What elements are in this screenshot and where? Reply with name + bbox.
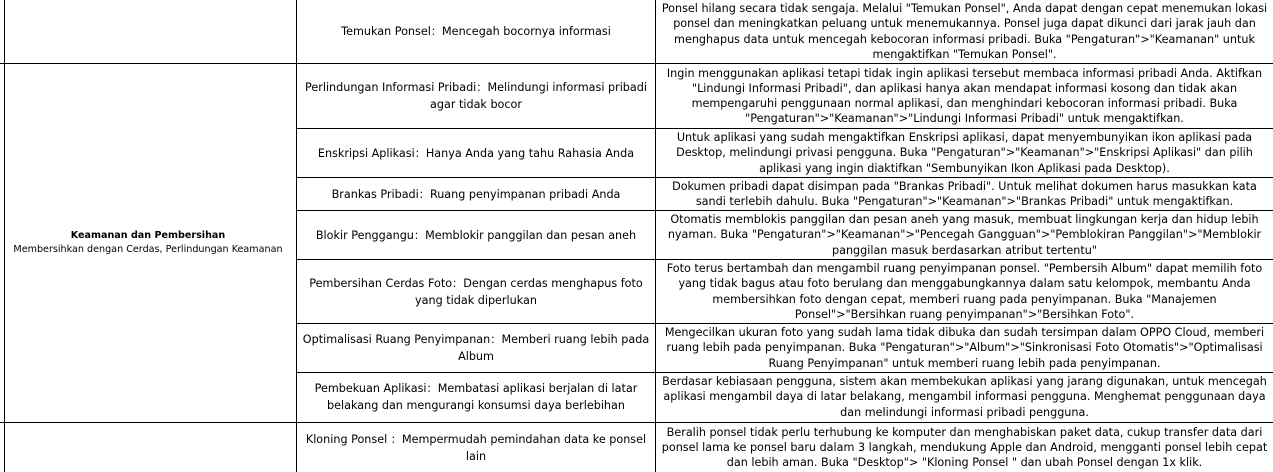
category-title: Keamanan dan Pembersihan [70,230,226,241]
description-cell: Foto terus bertambah dan mengambil ruang penyimpanan ponsel. "Pembersih Album" dapat memilih foto yang tidak bagus atau foto berulang dan menggabungkannya dalam satu kelompok, membantu Anda membersihkan foto dengan cepat, memberi ruang pada penyimpanan. Buka "Manajemen Ponsel">"Bersihkan ruang penyimpanan">"Bersihkan Foto". [666,262,1263,321]
category-cell [0,64,296,422]
row-divider [296,323,1273,324]
column-divider [4,0,5,472]
feature-cell: Pembersihan Cerdas Foto：Dengan cerdas menghapus foto yang tidak diperlukan [309,276,643,307]
column-divider [296,0,297,472]
feature-cell: Blokir Penggangu：Memblokir panggilan dan pesan aneh [315,228,637,242]
feature-cell: Perlindungan Informasi Pribadi：Melindungi informasi pribadi agar tidak bocor [305,81,647,111]
category-cell [0,423,296,472]
category-subtitle: Membersihkan dengan Cerdas, Perlindungan Keamanan [13,244,283,255]
category-cell [0,0,296,63]
column-divider [655,0,656,472]
row-divider [296,210,1273,211]
row-divider [296,372,1273,373]
feature-cell: Pembekuan Aplikasi：Membatasi aplikasi berjalan di latar belakang dan mengurangi konsumsi daya berlebihan [314,382,638,412]
description-cell: Ingin menggunakan aplikasi tetapi tidak ingin aplikasi tersebut membaca informasi pribadi Anda. Aktifkan "Lindungi Informasi Pribadi", dan aplikasi hanya akan mendapat informasi kosong dan tidak akan mempengaruhi penggunaan normal aplikasi, dan menghindari kebocoran informasi pribadi. Buka "Pengaturan">"Keamanan">"Lindungi Informasi Pribadi" untuk mengaktifkan. [666,66,1263,126]
feature-cell: Temukan Ponsel：Mencegah bocornya informasi [341,25,611,38]
description-cell: Berdasar kebiasaan pengguna, sistem akan membekukan aplikasi yang jarang digunakan, untuk mencegah aplikasi mengambil daya di latar belakang, mengambil informasi pengguna. Menghemat penggunaan daya dan melindungi informasi pribadi pengguna. [662,375,1267,419]
feature-cell: Brankas Pribadi：Ruang penyimpanan pribadi Anda [331,187,621,201]
row-divider [296,259,1273,260]
description-cell: Untuk aplikasi yang sudah mengaktifkan Enskripsi aplikasi, dapat menyembunyikan ikon aplikasi pada Desktop, melindungi privasi pengguna. Buka "Pengaturan">"Keamanan">"Enskripsi Aplikasi" dan pilih aplikasi yang ingin diaktifkan "Sembunyikan Ikon Aplikasi pada Desktop). [676,131,1253,175]
description-cell: Dokumen pribadi dapat disimpan pada "Brankas Pribadi". Untuk melihat dokumen harus masukkan kata sandi terlebih dahulu. Buka "Pengaturan">"Keamanan">"Brankas Pribadi" untuk mengaktifkan. [672,179,1257,208]
feature-cell: Enskripsi Aplikasi：Hanya Anda yang tahu Rahasia Anda [317,146,635,160]
row-divider [296,177,1273,178]
description-cell: Mengecilkan ukuran foto yang sudah lama tidak dibuka dan sudah tersimpan dalam OPPO Cloud, memberi ruang lebih pada penyimpanan. Buka "Pengaturan">"Album">"Sinkronisasi Foto Otomatis">"Optimalisasi Ruang Penyimpanan" untuk memberi ruang lebih pada penyimpanan. [664,326,1265,370]
section-divider [0,422,1273,423]
feature-cell: Kloning Ponsel ：Mempermudah pemindahan data ke ponsel lain [305,432,647,463]
description-cell: Otomatis memblokis panggilan dan pesan aneh yang masuk, membuat lingkungan kerja dan hidup lebih nyaman. Buka "Pengaturan">"Keamanan">"Pencegah Gangguan">"Pemblokiran Panggilan">"Memblokir panggilan masuk berdasarkan atribut tertentu" [667,213,1262,257]
description-cell: Ponsel hilang secara tidak sengaja. Melalui "Temukan Ponsel", Anda dapat dengan cepat menemukan lokasi ponsel dan meningkatkan peluang untuk menemukannya. Ponsel juga dapat dikunci dari jarak jauh dan menghapus data untuk mencegah kebocoran informasi pribadi. Buka "Pengaturan">"Keamanan" untuk mengaktifkan "Temukan Ponsel". [661,2,1268,61]
description-cell: Beralih ponsel tidak perlu terhubung ke komputer dan menghabiskan paket data, cukup transfer data dari ponsel lama ke ponsel baru dalam 3 langkah, mendukung Apple dan Android, mengganti ponsel lebih cepat dan lebih aman. Buka "Desktop"> "Kloning Ponsel " dan ubah Ponsel dengan 1x klik. [661,425,1268,470]
row-divider [296,128,1273,129]
feature-cell: Optimalisasi Ruang Penyimpanan：Memberi ruang lebih pada Album [302,333,650,363]
section-divider [0,63,1273,64]
